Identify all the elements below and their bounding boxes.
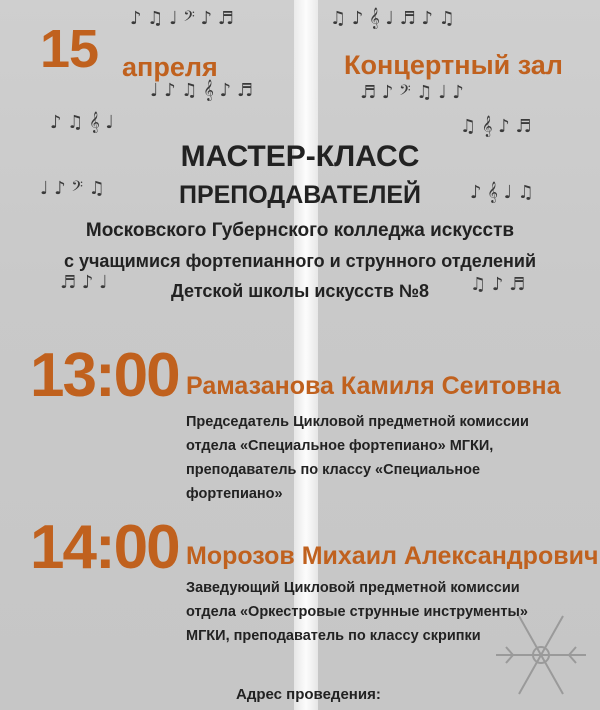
music-notes-icon: ♬ ♪ 𝄢 ♫ ♩ ♪ <box>360 82 464 103</box>
description-line: Заведующий Цикловой предметной комиссии <box>186 580 520 596</box>
description-line: фортепиано» <box>186 486 283 502</box>
music-notes-icon: ♩ ♪ 𝄢 ♫ <box>40 178 105 199</box>
music-notes-icon: ♬ ♪ ♩ <box>60 272 108 293</box>
venue: Концертный зал <box>344 50 563 80</box>
session-teacher-name: Морозов Михаил Александрович <box>186 542 599 570</box>
music-notes-icon: ♪ ♫ 𝄞 ♩ <box>50 112 114 133</box>
title-line-school: Детской школы искусств №8 <box>171 281 429 301</box>
address-label: Адрес проведения: <box>236 686 381 703</box>
snowflake-icon <box>486 600 596 710</box>
music-notes-icon: ♪ ♫ ♩ 𝄢 ♪ ♬ <box>130 8 234 29</box>
date-month: апреля <box>122 52 218 82</box>
page-subtitle: ПРЕПОДАВАТЕЛЕЙ <box>178 181 422 209</box>
title-line-college: Московского Губернского колледжа искусств <box>85 220 515 241</box>
description-line: отдела «Специальное фортепиано» МГКИ, <box>186 438 494 454</box>
description-line: МГКИ, преподаватель по классу скрипки <box>186 628 481 644</box>
title-line-departments: с учащимися фортепианного и струнного отделений <box>63 251 537 271</box>
session-time: 13:00 <box>30 341 179 410</box>
description-line: отдела «Оркестровые струнные инструменты» <box>186 604 528 620</box>
music-notes-icon: ♫ 𝄞 ♪ ♬ <box>460 116 532 137</box>
music-notes-icon: ♫ ♪ 𝄞 ♩ ♬ ♪ ♫ <box>330 8 455 29</box>
page-title: МАСТЕР-КЛАСС <box>180 140 420 173</box>
music-notes-icon: ♪ 𝄞 ♩ ♫ <box>470 182 534 203</box>
session-time: 14:00 <box>30 513 179 582</box>
music-notes-icon: ♩ ♪ ♫ 𝄞 ♪ ♬ <box>150 80 253 101</box>
session-description <box>186 410 586 506</box>
description-line: Председатель Цикловой предметной комиссии <box>186 414 529 430</box>
session-teacher-name: Рамазанова Камиля Сеитовна <box>186 372 561 400</box>
music-notes-icon: ♫ ♪ ♬ <box>470 274 526 295</box>
date-day: 15 <box>40 19 99 79</box>
description-line: преподаватель по классу «Специальное <box>186 462 481 478</box>
